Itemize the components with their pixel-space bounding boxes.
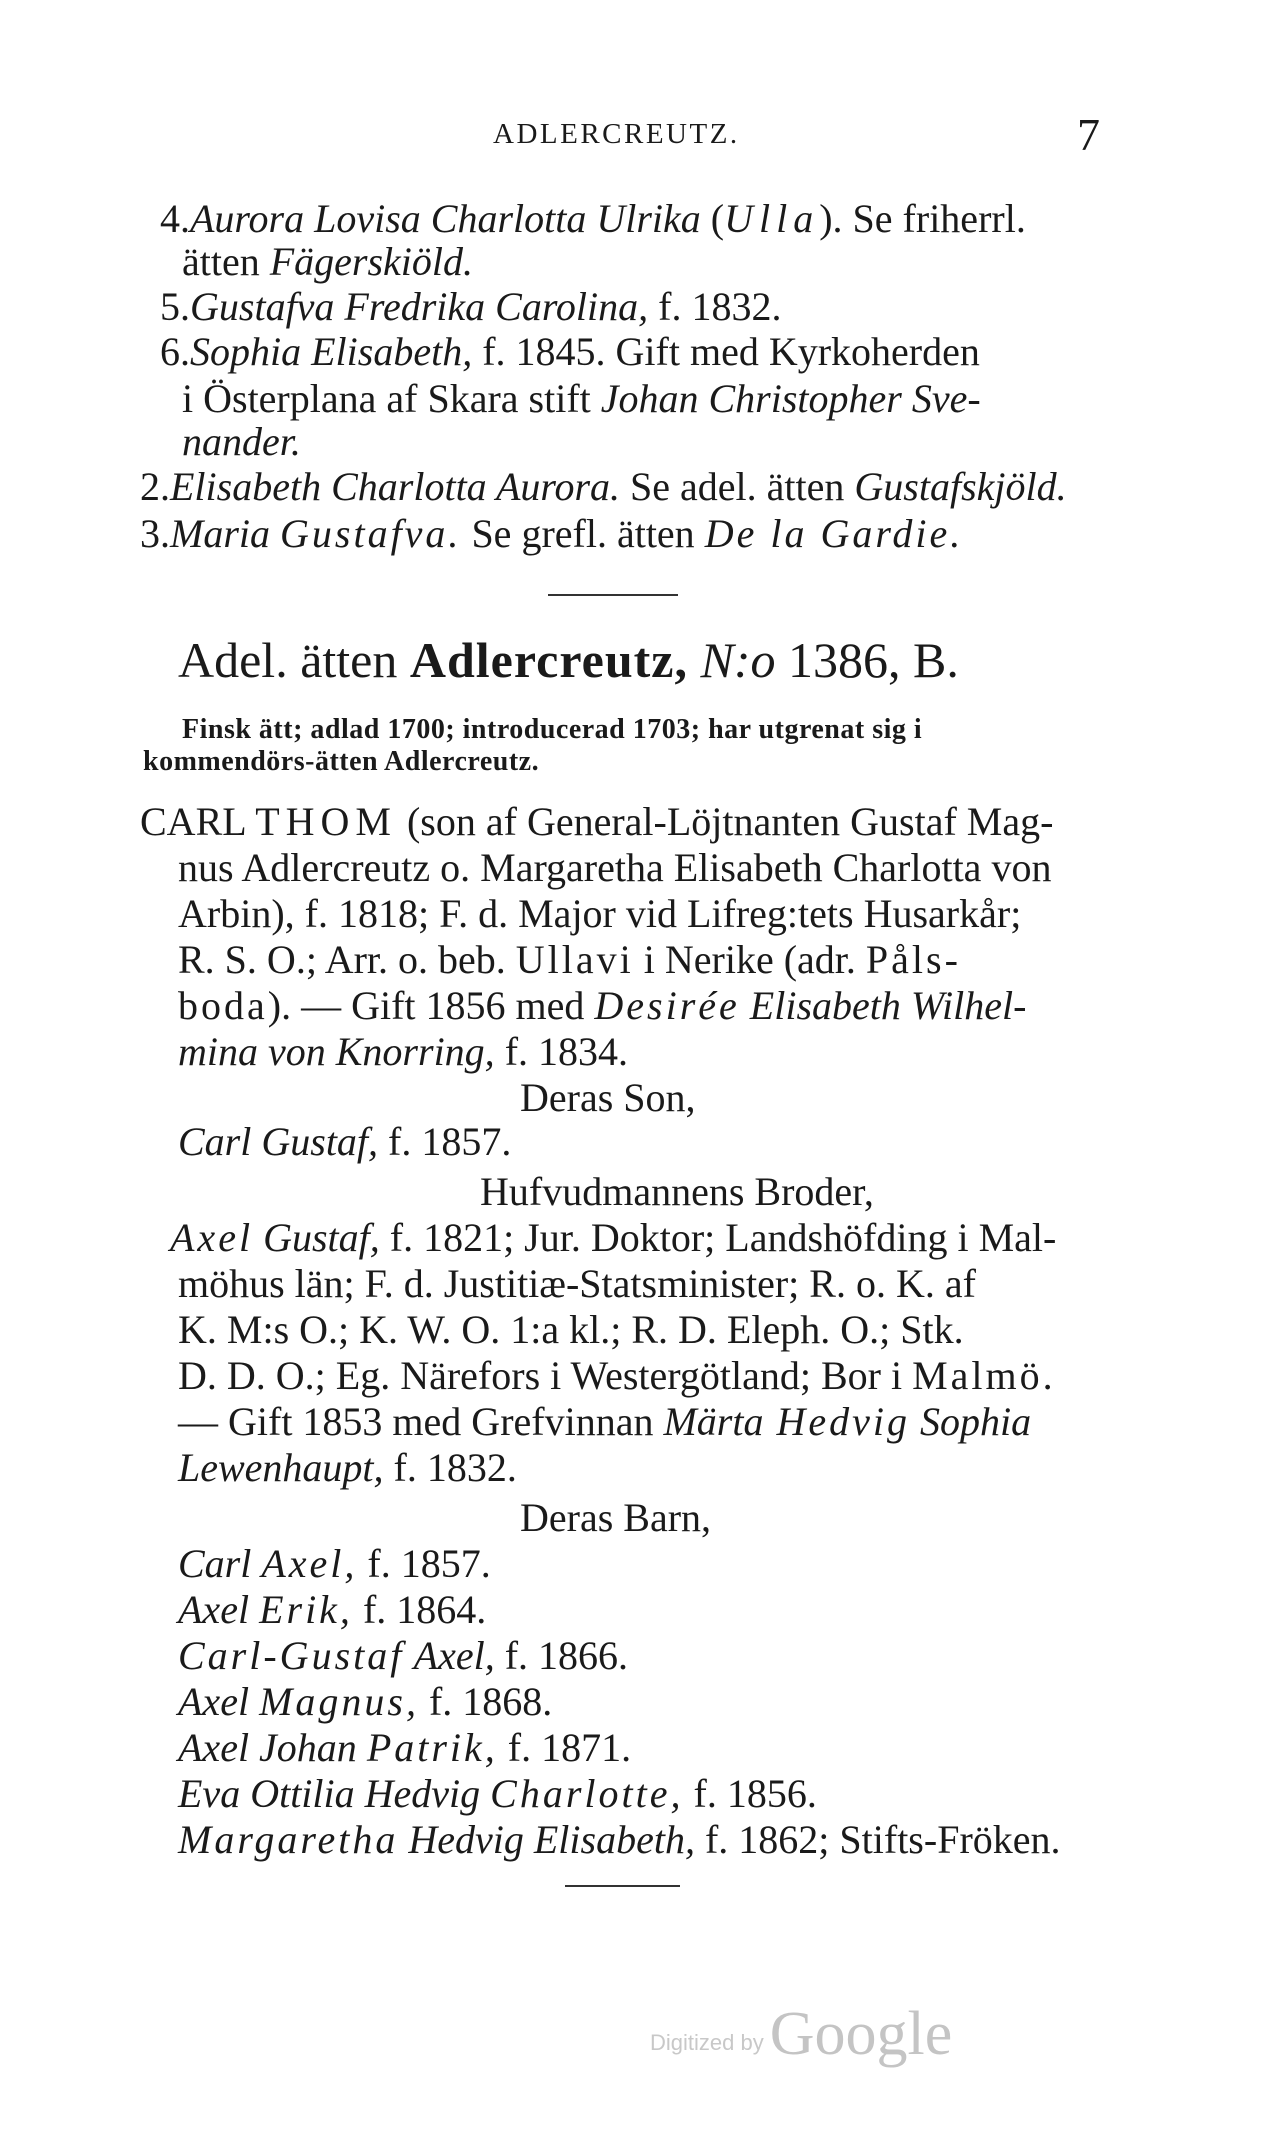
entry-sophia-cont: i Österplana af Skara stift Johan Christopher Sve- xyxy=(182,376,981,421)
carl-thom-line5: boda). — Gift 1856 med Desirée Elisabeth Wilhel- xyxy=(178,983,1027,1028)
page-number: 7 xyxy=(1077,109,1100,160)
entry-aurora-cont: ätten Fägerskiöld. xyxy=(182,239,474,284)
digitized-by-text: Digitized by xyxy=(650,2030,764,2055)
axel-entry: Axel Gustaf, f. 1821; Jur. Doktor; Landshöfding i Mal- xyxy=(170,1215,1057,1260)
entry-maria: 3.Maria Gustafva. Se grefl. ätten De la Gardie. xyxy=(140,511,964,556)
section-divider xyxy=(548,594,678,596)
digitized-watermark xyxy=(650,1995,952,2066)
child-5: Axel Johan Patrik, f. 1871. xyxy=(178,1725,632,1770)
child-1: Carl Axel, f. 1857. xyxy=(178,1541,491,1586)
running-title: ADLERCREUTZ. xyxy=(493,118,740,150)
child-4: Axel Magnus, f. 1868. xyxy=(178,1679,553,1724)
google-logo-text: Google xyxy=(769,2000,953,2068)
axel-line5: — Gift 1853 med Grefvinnan Märta Hedvig Sophia xyxy=(178,1399,1032,1444)
entry-gustafva: 5.Gustafva Fredrika Carolina, f. 1832. xyxy=(160,284,782,329)
axel-line4: D. D. O.; Eg. Närefors i Westergötland; Bor i Malmö. xyxy=(178,1353,1056,1398)
entry-aurora: 4.Aurora Lovisa Charlotta Ulrika (Ulla). Se friherrl. xyxy=(160,196,1026,241)
family-intro: Finsk ätt; adlad 1700; introducerad 1703; har utgrenat sig i xyxy=(182,714,923,745)
entry-sophia-cont2: nander. xyxy=(182,419,301,464)
carl-thom-line4: R. S. O.; Arr. o. beb. Ullavi i Nerike (adr. Påls- xyxy=(178,937,961,982)
child-2: Axel Erik, f. 1864. xyxy=(178,1587,487,1632)
axel-line3: K. M:s O.; K. W. O. 1:a kl.; R. D. Eleph. O.; Stk. xyxy=(178,1307,964,1352)
child-7: Margaretha Hedvig Elisabeth, f. 1862; Stifts-Fröken. xyxy=(178,1817,1061,1862)
child-3: Carl-Gustaf Axel, f. 1866. xyxy=(178,1633,629,1678)
children-heading: Deras Barn, xyxy=(520,1495,712,1540)
son-heading: Deras Son, xyxy=(520,1075,696,1120)
axel-line6: Lewenhaupt, f. 1832. xyxy=(178,1445,517,1490)
child-6: Eva Ottilia Hedvig Charlotte, f. 1856. xyxy=(178,1771,817,1816)
family-heading: Adel. ätten Adlercreutz, N:o 1386, B. xyxy=(178,632,959,688)
axel-line2: möhus län; F. d. Justitiæ-Statsminister; R. o. K. af xyxy=(178,1261,976,1306)
carl-thom-line6: mina von Knorring, f. 1834. xyxy=(178,1029,629,1074)
entry-sophia: 6.Sophia Elisabeth, f. 1845. Gift med Kyrkoherden xyxy=(160,329,980,374)
son-entry: Carl Gustaf, f. 1857. xyxy=(178,1119,512,1164)
end-divider xyxy=(565,1885,680,1887)
family-intro-cont: kommendörs-ätten Adlercreutz. xyxy=(143,746,540,777)
carl-thom-entry: CARL THOM (son af General-Löjtnanten Gustaf Mag- xyxy=(140,799,1054,844)
entry-elisabeth: 2.Elisabeth Charlotta Aurora. Se adel. ätten Gustafskjöld. xyxy=(140,464,1067,509)
carl-thom-line3: Arbin), f. 1818; F. d. Major vid Lifreg:tets Husarkår; xyxy=(178,891,1022,936)
carl-thom-line2: nus Adlercreutz o. Margaretha Elisabeth Charlotta von xyxy=(178,845,1052,890)
brother-heading: Hufvudmannens Broder, xyxy=(480,1169,874,1214)
running-header xyxy=(175,108,1100,158)
